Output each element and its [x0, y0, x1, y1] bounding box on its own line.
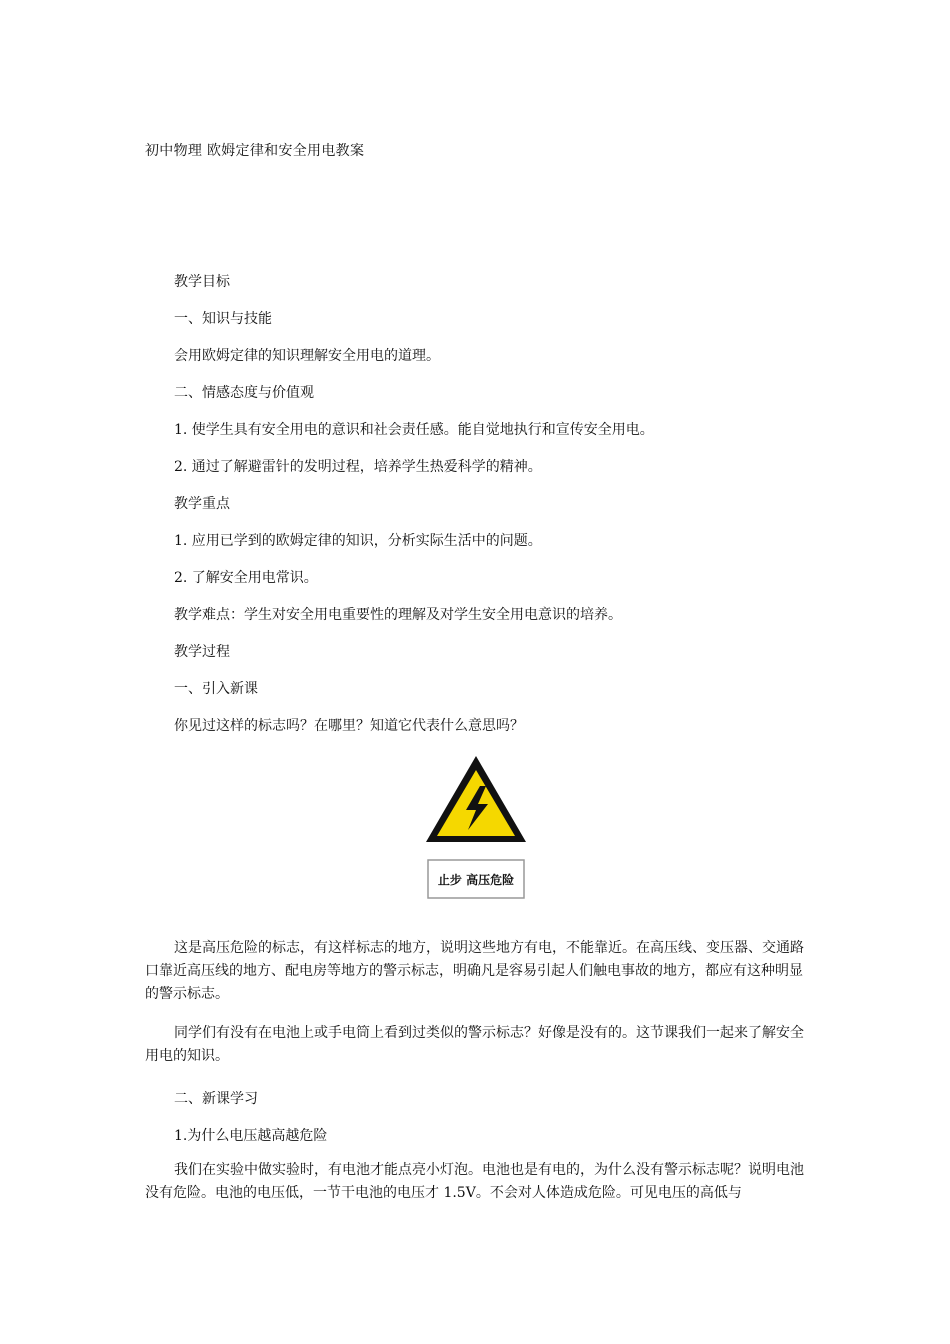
section-new-lesson-heading: 二、新课学习	[174, 1091, 258, 1107]
intro-question: 你见过这样的标志吗？在哪里？知道它代表什么意思吗？	[174, 718, 524, 734]
objective-heading: 教学目标	[174, 274, 230, 290]
process-heading: 教学过程	[174, 644, 230, 660]
attitude-item-2: 2. 通过了解避雷针的发明过程，培养学生热爱科学的精神。	[174, 459, 542, 475]
key-point-2: 2. 了解安全用电常识。	[174, 570, 318, 586]
key-point-1: 1. 应用已学到的欧姆定律的知识，分析实际生活中的问题。	[174, 533, 542, 549]
paragraph-battery-voltage: 我们在实验中做实验时，有电池才能点亮小灯泡。电池也是有电的，为什么没有警示标志呢？说明电池没有危险。电池的电压低，一节干电池的电压才 1.5V。不会对人体造成危险。可见电压的高低与	[145, 1162, 804, 1201]
difficulty-text: 教学难点：学生对安全用电重要性的理解及对学生安全用电意识的培养。	[174, 607, 622, 623]
paragraph-sign-explanation: 这是高压危险的标志，有这样标志的地方，说明这些地方有电，不能靠近。在高压线、变压器、交通路口靠近高压线的地方、配电房等地方的警示标志，明确凡是容易引起人们触电事故的地方，都应有这种明显的警示标志。	[145, 940, 804, 1002]
high-voltage-warning-sign	[420, 752, 532, 902]
knowledge-text: 会用欧姆定律的知识理解安全用电的道理。	[174, 348, 440, 364]
section-knowledge-heading: 一、知识与技能	[174, 311, 272, 327]
attitude-item-1: 1. 使学生具有安全用电的意识和社会责任感。能自觉地执行和宣传安全用电。	[174, 422, 654, 438]
key-points-heading: 教学重点	[174, 496, 230, 512]
subsection-voltage-danger: 1.为什么电压越高越危险	[174, 1128, 328, 1144]
paragraph-battery-question: 同学们有没有在电池上或手电筒上看到过类似的警示标志？好像是没有的。这节课我们一起来了解安全用电的知识。	[145, 1025, 804, 1064]
document-title: 初中物理 欧姆定律和安全用电教案	[145, 143, 365, 159]
intro-heading: 一、引入新课	[174, 681, 258, 697]
section-attitude-heading: 二、情感态度与价值观	[174, 385, 314, 401]
sign-text: 止步 高压危险	[437, 873, 515, 887]
